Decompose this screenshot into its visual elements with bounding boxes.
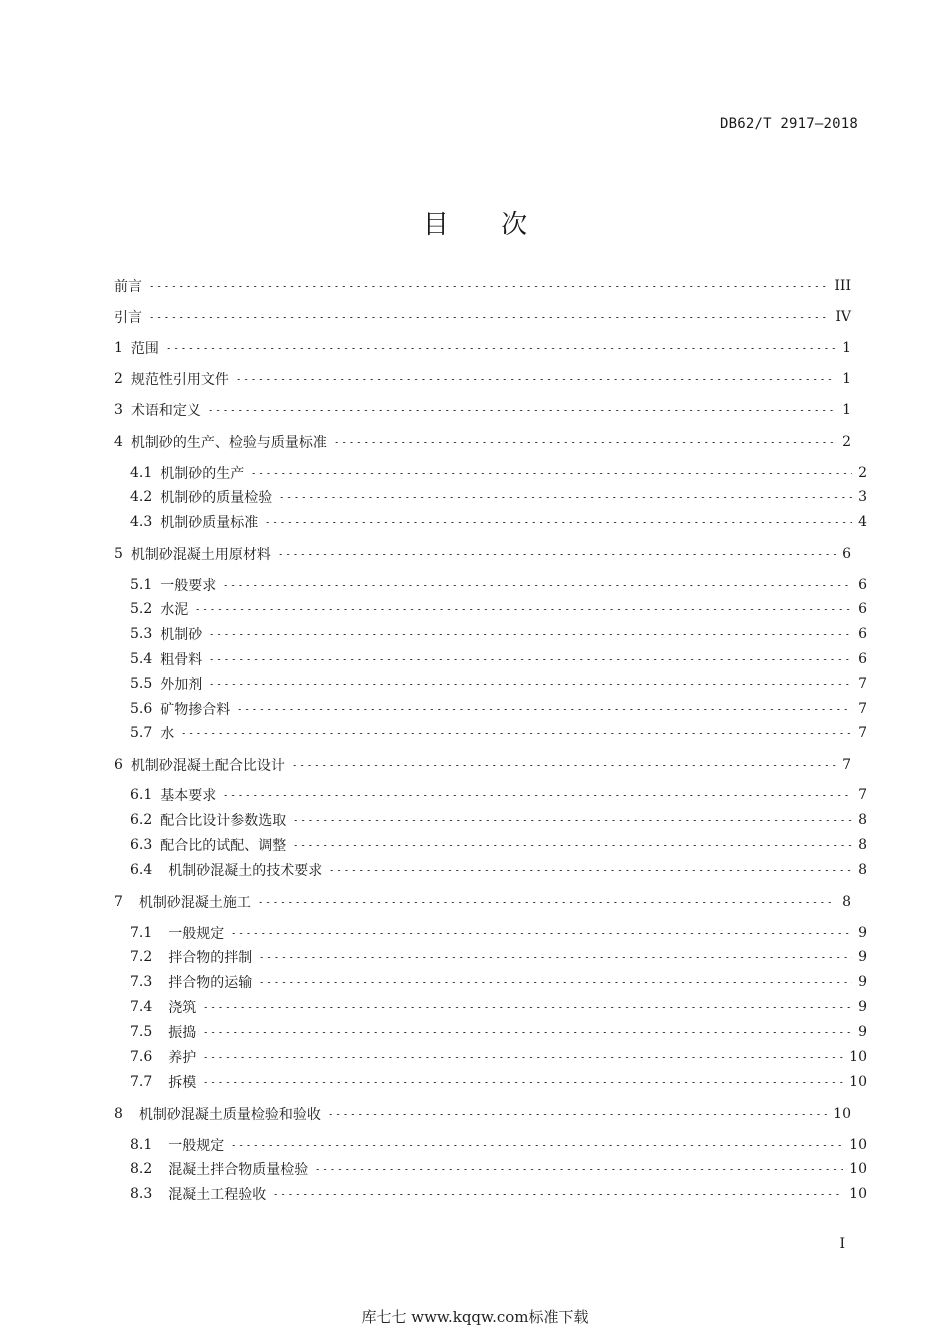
toc-entry-page: III	[834, 278, 851, 294]
toc-entry-page: 8	[842, 894, 851, 910]
dot-leader	[148, 317, 829, 318]
toc-entry-number: 5.5	[130, 676, 153, 692]
toc-entry-page: 7	[858, 725, 867, 741]
toc-entry-page: 9	[858, 1024, 867, 1040]
dot-leader	[236, 709, 852, 710]
toc-entry[interactable]	[114, 598, 867, 620]
dot-leader	[328, 870, 852, 871]
toc-entry-page: 1	[842, 371, 851, 387]
dot-leader	[292, 845, 852, 846]
toc-entry[interactable]	[114, 623, 867, 645]
document-code: DB62/T 2917—2018	[719, 116, 858, 132]
toc-entry-label: 配合比设计参数选取	[160, 813, 287, 829]
dot-leader	[202, 1032, 852, 1033]
toc-entry-number: 7.4	[130, 999, 153, 1015]
toc-entry-label: 规范性引用文件	[130, 372, 229, 388]
toc-entry-number: 6.4	[130, 862, 153, 878]
page-number: I	[839, 1236, 845, 1252]
toc-entry-page: 1	[842, 340, 851, 356]
toc-entry-page: 9	[858, 999, 867, 1015]
toc-entry-label: 前言	[114, 279, 142, 295]
toc-entry[interactable]	[114, 859, 867, 881]
toc-entry-page: 10	[849, 1161, 867, 1177]
toc-entry-number: 2	[114, 371, 123, 387]
toc-entry[interactable]	[114, 754, 851, 776]
toc-entry-number: 7.3	[130, 974, 153, 990]
toc-entry-number: 4.2	[130, 489, 153, 505]
toc-entry-page: 9	[858, 925, 867, 941]
dot-leader	[202, 1007, 852, 1008]
dot-leader	[222, 795, 852, 796]
toc-entry[interactable]	[114, 368, 851, 390]
toc-entry-number: 5.2	[130, 601, 153, 617]
toc-entry-label: 机制砂混凝土质量检验和验收	[138, 1107, 321, 1123]
toc-entry-number: 7.5	[130, 1024, 153, 1040]
toc-entry[interactable]	[114, 337, 851, 359]
toc-entry-label: 粗骨料	[160, 652, 203, 668]
toc-entry-number: 3	[114, 402, 123, 418]
toc-entry-page: 2	[842, 434, 851, 450]
toc-entry-label: 机制砂的质量检验	[160, 490, 273, 506]
toc-entry-page: 10	[849, 1137, 867, 1153]
toc-entry-label: 外加剂	[160, 677, 203, 693]
dot-leader	[291, 765, 836, 766]
toc-entry[interactable]	[114, 1134, 867, 1156]
toc-entry-label: 拌合物的拌制	[168, 950, 253, 966]
dot-leader	[230, 1145, 843, 1146]
toc-entry-label: 水泥	[160, 602, 189, 618]
toc-entry-number: 7	[114, 894, 123, 910]
toc-entry[interactable]	[114, 1158, 867, 1180]
toc-entry-label: 拌合物的运输	[168, 975, 253, 991]
toc-entry-page: 7	[858, 701, 867, 717]
toc-entry-label: 混凝土工程验收	[168, 1187, 267, 1203]
toc-entry-number: 6	[114, 757, 123, 773]
toc-entry-page: 6	[842, 546, 851, 562]
toc-entry-number: 7.2	[130, 949, 153, 965]
toc-entry[interactable]	[114, 834, 867, 856]
toc-entry-page: 6	[858, 626, 867, 642]
toc-entry-number: 6.3	[130, 837, 153, 853]
dot-leader	[264, 522, 852, 523]
toc-entry-page: 8	[858, 812, 867, 828]
toc-entry-number: 5.6	[130, 701, 153, 717]
page-title: 目 次	[422, 210, 550, 240]
toc-entry-page: 9	[858, 974, 867, 990]
toc-entry[interactable]	[114, 306, 851, 328]
toc-entry-label: 混凝土拌合物质量检验	[168, 1162, 309, 1178]
toc-entry-page: 4	[858, 514, 867, 530]
toc-entry[interactable]	[114, 1071, 867, 1093]
dot-leader	[258, 957, 852, 958]
toc-entry-page: 10	[849, 1049, 867, 1065]
toc-entry[interactable]	[114, 399, 851, 421]
dot-leader	[208, 684, 852, 685]
toc-entry[interactable]	[114, 1046, 867, 1068]
toc-entry-label: 引言	[114, 310, 142, 326]
toc-entry-number: 1	[114, 340, 123, 356]
dot-leader	[272, 1194, 843, 1195]
toc-entry-number: 5.1	[130, 577, 153, 593]
toc-entry[interactable]	[114, 971, 867, 993]
toc-entry-number: 8	[114, 1106, 123, 1122]
toc-entry-label: 拆模	[168, 1075, 197, 1091]
toc-entry-label: 一般规定	[168, 926, 225, 942]
toc-entry-label: 机制砂的生产、检验与质量标准	[130, 435, 327, 451]
toc-entry-label: 矿物掺合料	[160, 702, 231, 718]
toc-entry[interactable]	[114, 431, 851, 453]
toc-entry[interactable]	[114, 809, 867, 831]
dot-leader	[194, 609, 852, 610]
toc-entry-page: 9	[858, 949, 867, 965]
toc-entry-label: 浇筑	[168, 1000, 197, 1016]
toc-entry-page: 6	[858, 651, 867, 667]
toc-entry[interactable]	[114, 722, 867, 744]
toc-entry-label: 基本要求	[160, 788, 217, 804]
toc-entry-page: 7	[842, 757, 851, 773]
dot-leader	[314, 1169, 843, 1170]
dot-leader	[208, 634, 852, 635]
dot-leader	[230, 933, 852, 934]
toc-entry-page: 10	[849, 1074, 867, 1090]
toc-entry[interactable]	[114, 673, 867, 695]
toc-entry-number: 4.1	[130, 465, 153, 481]
toc-entry-page: 8	[858, 862, 867, 878]
toc-entry[interactable]	[114, 462, 867, 484]
toc-entry-label: 机制砂	[160, 627, 203, 643]
toc-entry[interactable]	[114, 486, 867, 508]
toc-entry-page: 3	[858, 489, 867, 505]
toc-entry-label: 养护	[168, 1050, 197, 1066]
toc-entry-number: 5	[114, 546, 123, 562]
toc-entry-page: 7	[858, 787, 867, 803]
dot-leader	[258, 982, 852, 983]
dot-leader	[207, 410, 836, 411]
toc-entry[interactable]	[114, 1183, 867, 1205]
toc-entry-label: 一般要求	[160, 578, 217, 594]
toc-entry-number: 8.3	[130, 1186, 153, 1202]
toc-entry-page: IV	[835, 309, 851, 325]
toc-entry[interactable]	[114, 996, 867, 1018]
dot-leader	[278, 497, 852, 498]
toc-entry[interactable]	[114, 511, 867, 533]
toc-entry-label: 一般规定	[168, 1138, 225, 1154]
toc-entry-number: 5.7	[130, 725, 153, 741]
toc-entry-number: 5.4	[130, 651, 153, 667]
dot-leader	[327, 1114, 827, 1115]
dot-leader	[202, 1057, 843, 1058]
toc-entry[interactable]	[114, 648, 867, 670]
toc-entry-label: 机制砂混凝土的技术要求	[168, 863, 323, 879]
toc-entry-label: 振捣	[168, 1025, 197, 1041]
toc-entry-number: 4.3	[130, 514, 153, 530]
toc-entry-number: 8.1	[130, 1137, 153, 1153]
toc-entry-label: 配合比的试配、调整	[160, 838, 287, 854]
dot-leader	[250, 473, 852, 474]
toc-entry-label: 机制砂混凝土用原材料	[130, 547, 271, 563]
toc-entry-page: 7	[858, 676, 867, 692]
toc-entry[interactable]	[114, 891, 851, 913]
toc-entry-number: 4	[114, 434, 123, 450]
dot-leader	[277, 554, 836, 555]
watermark: 库七七 www.kqqw.com标准下载	[361, 1308, 589, 1326]
toc-entry-page: 10	[849, 1186, 867, 1202]
toc-entry[interactable]	[114, 922, 867, 944]
dot-leader	[292, 820, 852, 821]
toc-entry-page: 10	[833, 1106, 851, 1122]
toc-entry[interactable]	[114, 1021, 867, 1043]
toc-entry-page: 2	[858, 465, 867, 481]
toc-entry-label: 机制砂的生产	[160, 466, 245, 482]
toc-entry[interactable]	[114, 698, 867, 720]
toc-entry-label: 机制砂混凝土配合比设计	[130, 758, 285, 774]
toc-entry-page: 6	[858, 601, 867, 617]
toc-entry-number: 5.3	[130, 626, 153, 642]
toc-entry-page: 8	[858, 837, 867, 853]
toc-entry-number: 8.2	[130, 1161, 153, 1177]
toc-entry-label: 水	[160, 726, 175, 742]
toc-entry[interactable]	[114, 543, 851, 565]
toc-entry-number: 6.1	[130, 787, 153, 803]
toc-entry[interactable]	[114, 574, 867, 596]
dot-leader	[257, 902, 836, 903]
toc-entry[interactable]	[114, 1103, 851, 1125]
dot-leader	[235, 379, 836, 380]
dot-leader	[208, 659, 852, 660]
toc-entry-label: 机制砂质量标准	[160, 515, 259, 531]
toc-entry-page: 1	[842, 402, 851, 418]
toc-entry-number: 7.7	[130, 1074, 153, 1090]
toc-entry-page: 6	[858, 577, 867, 593]
toc-entry[interactable]	[114, 784, 867, 806]
dot-leader	[148, 286, 828, 287]
dot-leader	[222, 585, 852, 586]
toc-entry-label: 机制砂混凝土施工	[138, 895, 251, 911]
toc-entry[interactable]	[114, 275, 851, 297]
toc-entry-label: 术语和定义	[130, 403, 201, 419]
dot-leader	[180, 733, 852, 734]
toc-entry-number: 6.2	[130, 812, 153, 828]
dot-leader	[165, 348, 836, 349]
toc-entry[interactable]	[114, 946, 867, 968]
dot-leader	[202, 1082, 843, 1083]
toc-entry-number: 7.1	[130, 925, 153, 941]
toc-entry-label: 范围	[130, 341, 159, 357]
dot-leader	[333, 442, 836, 443]
toc-entry-number: 7.6	[130, 1049, 153, 1065]
